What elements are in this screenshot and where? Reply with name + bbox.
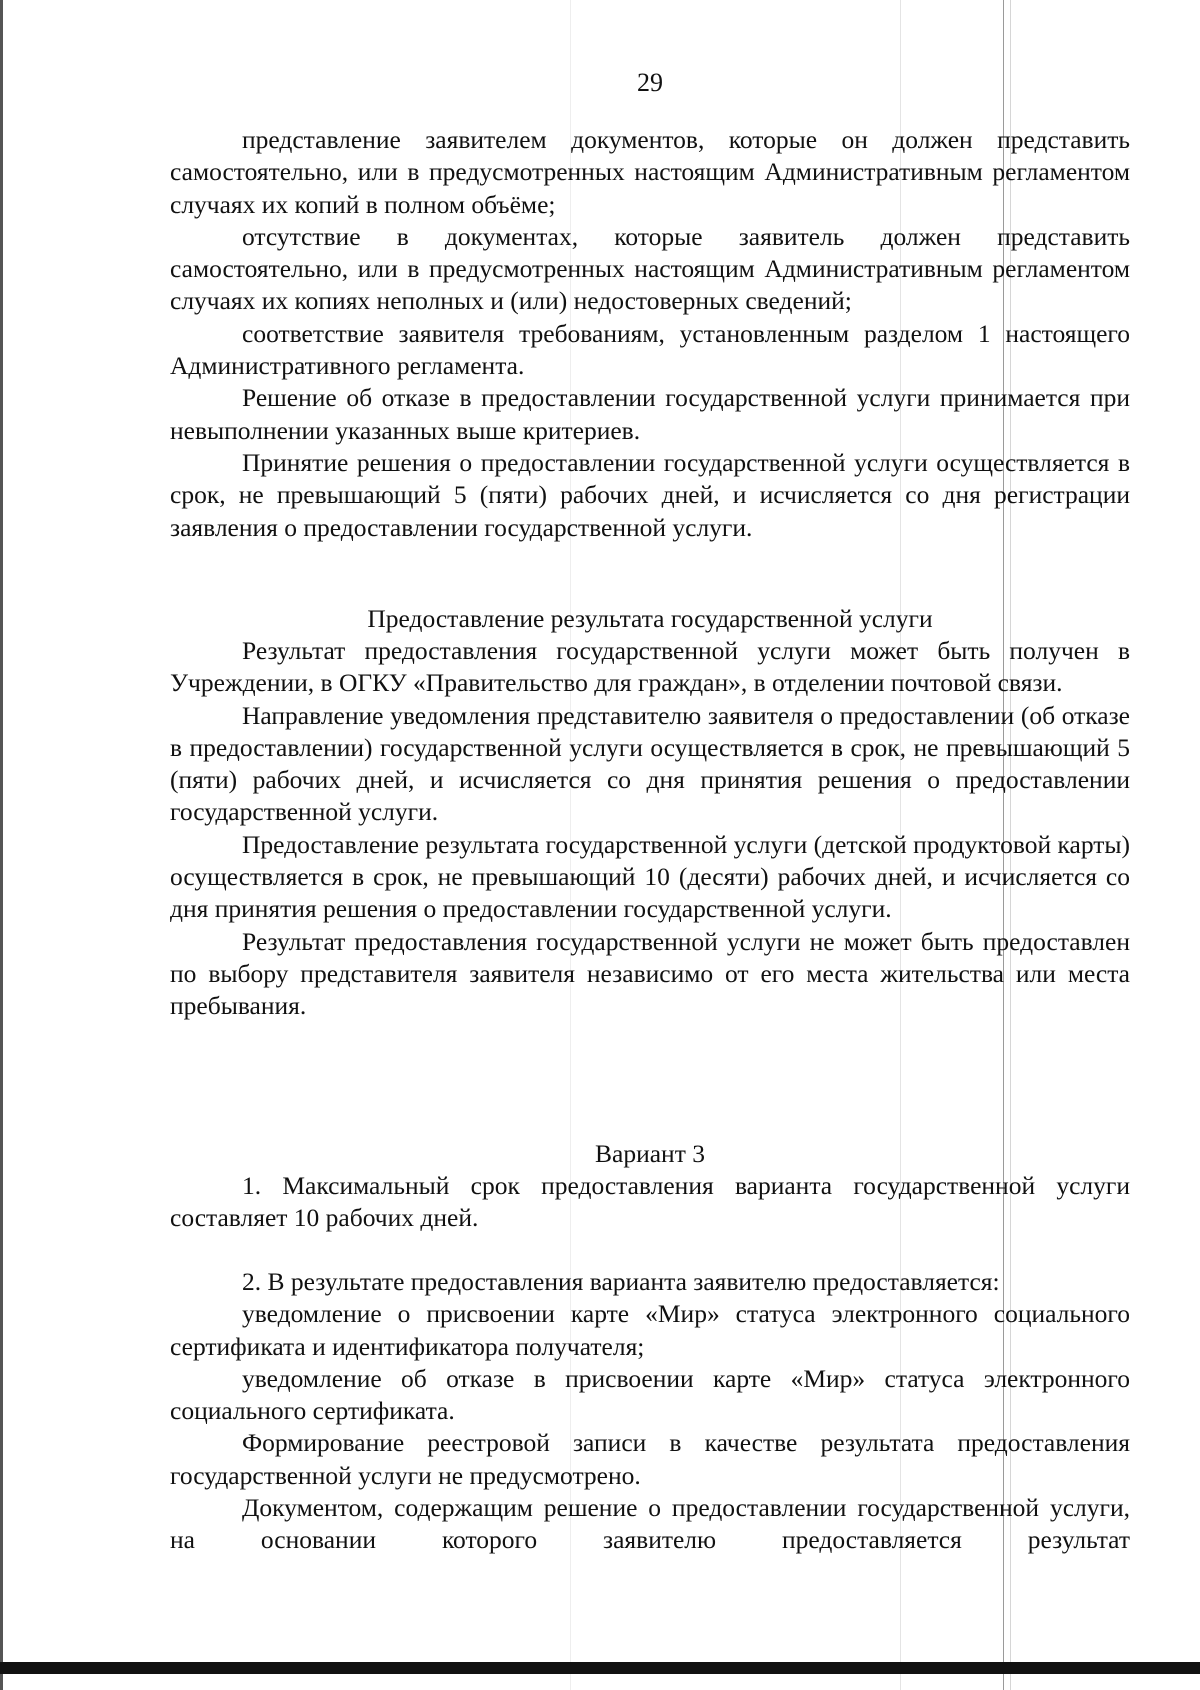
section-heading-block	[170, 603, 1130, 635]
paragraph: Направление уведомления представителю заявителя о предоставлении (об отказе в предоставлении) государственной услуги осуществляется в срок, не превышающий 5 (пяти) рабочих дней, и исчисляется со дня принятия решения о предоставлении государственной услуги.	[170, 700, 1130, 827]
paragraph: Принятие решения о предоставлении государственной услуги осуществляется в срок, не превышающий 5 (пяти) рабочих дней, и исчисляется со дня регистрации заявления о предоставлении государственной услуги.	[170, 447, 1130, 542]
paragraph: Результат предоставления государственной услуги может быть получен в Учреждении, в ОГКУ «Правительство для граждан», в отделении почтовой связи.	[170, 636, 1130, 698]
paragraph: представление заявителем документов, которые он должен представить самостоятельно, или в предусмотренных настоящим Административным регламентом случаях их копий в полном объёме;	[170, 125, 1130, 219]
text-block-criteria	[170, 124, 1130, 544]
text-block-variant-result	[170, 1266, 1130, 1557]
paragraph: уведомление о присвоении карте «Мир» статуса электронного социального сертификата и идентификатора получателя;	[170, 1299, 1130, 1361]
variant-heading: Вариант 3	[595, 1139, 705, 1168]
text-block-result	[170, 635, 1130, 1023]
scan-edge-artifact	[0, 0, 3, 1690]
paragraph: отсутствие в документах, которые заявитель должен представить самостоятельно, или в предусмотренных настоящим Административным регламентом случаях их копиях неполных и (или) недостоверных сведений;	[170, 221, 1130, 316]
paragraph: 1. Максимальный срок предоставления варианта государственной услуги составляет 10 рабочих дней.	[170, 1171, 1130, 1233]
paragraph: Формирование реестровой записи в качестве результата предоставления государственной услуги не предусмотрено.	[170, 1428, 1130, 1490]
text-block-max-term	[170, 1170, 1130, 1235]
section-heading: Предоставление результата государственной услуги	[367, 604, 933, 633]
paragraph: Результат предоставления государственной услуги не может быть предоставлен по выбору представителя заявителя независимо от его места жительства или места пребывания.	[170, 926, 1130, 1021]
scan-bottom-bar-artifact	[0, 1662, 1200, 1674]
paragraph: Предоставление результата государственной услуги (детской продуктовой карты) осуществляется в срок, не превышающий 10 (десяти) рабочих дней, и исчисляется со дня принятия решения о предоставлении государственной услуги.	[170, 829, 1130, 924]
paragraph: 2. В результате предоставления варианта заявителю предоставляется:	[242, 1267, 1000, 1296]
paragraph: соответствие заявителя требованиям, установленным разделом 1 настоящего Административного регламента.	[170, 318, 1130, 381]
paragraph: Документом, содержащим решение о предоставлении государственной услуги, на основании которого заявителю предоставляется результат	[170, 1493, 1130, 1555]
page-number: 29	[637, 68, 663, 97]
paragraph: уведомление об отказе в присвоении карте «Мир» статуса электронного социального сертификата.	[170, 1363, 1130, 1426]
variant-heading-block	[170, 1138, 1130, 1170]
paragraph: Решение об отказе в предоставлении государственной услуги принимается при невыполнении указанных выше критериев.	[170, 383, 1130, 445]
